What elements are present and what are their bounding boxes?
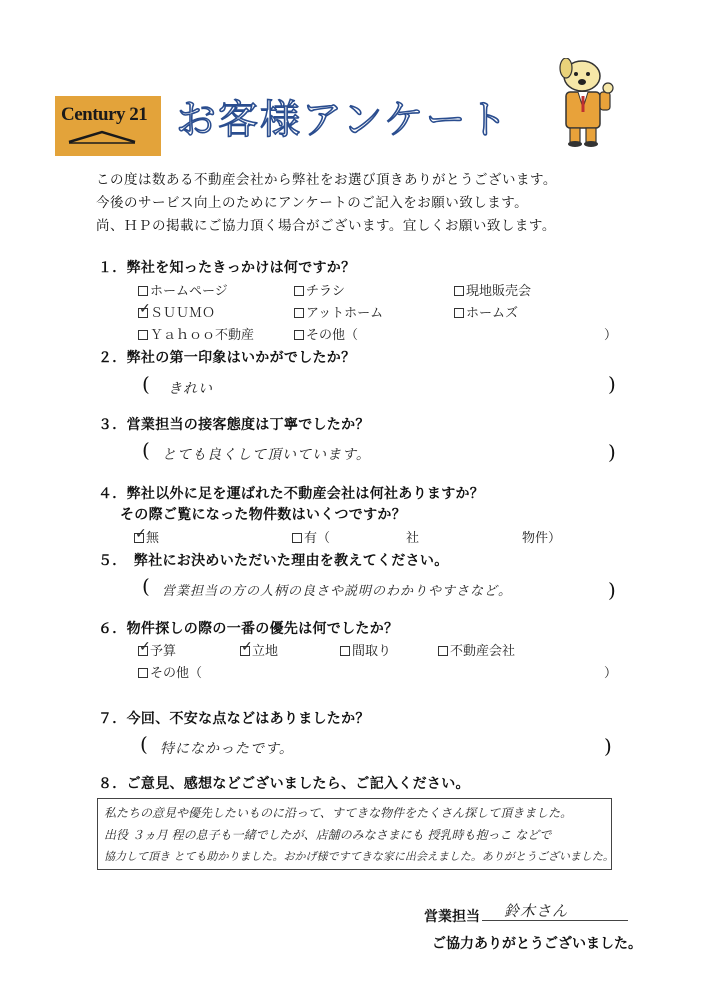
- q2-answer[interactable]: きれい: [168, 381, 213, 397]
- checkbox-icon: [292, 533, 302, 543]
- q7-open-paren: (: [140, 732, 148, 756]
- q1-option-yahoo[interactable]: Ｙａｈｏｏ不動産: [138, 324, 254, 343]
- q6-close-paren: ）: [604, 666, 618, 681]
- checkbox-icon: [294, 308, 304, 318]
- checkbox-icon: [294, 286, 304, 296]
- checkbox-icon: [438, 646, 448, 656]
- comment-line-1: 私たちの意見や優先したいものに沿って、すてきな物件をたくさん探して頂きました。: [104, 806, 573, 820]
- signature-line: [482, 920, 628, 921]
- checkbox-icon: [294, 330, 304, 340]
- q4-option-yes[interactable]: 有（: [292, 527, 330, 546]
- checked-checkbox-icon: [240, 646, 250, 656]
- checkbox-icon: [138, 330, 148, 340]
- q1-close-paren: ）: [604, 328, 618, 343]
- q6-option-location[interactable]: ✓ 立地: [240, 640, 278, 659]
- q1-option-suumo[interactable]: ✓ＳＵＵＭＯ: [138, 302, 215, 321]
- intro-line-1: この度は数ある不動産会社から弊社をお選び頂きありがとうございます。: [96, 172, 557, 188]
- checked-checkbox-icon: [138, 646, 148, 656]
- q5-question: ５． 弊社にお決めいただいた理由を教えてください。: [98, 553, 449, 569]
- checked-checkbox-icon: [138, 308, 148, 318]
- checkbox-icon: [340, 646, 350, 656]
- q4-unit-company: 社: [406, 531, 420, 546]
- q4-unit-property: 物件）: [522, 531, 562, 546]
- q5-close-paren: ): [608, 578, 616, 602]
- checked-checkbox-icon: [134, 533, 144, 543]
- checkbox-icon: [138, 286, 148, 296]
- thanks-message: ご協力ありがとうございました。: [432, 936, 642, 952]
- logo-text: Century 21: [61, 104, 148, 125]
- q1-question: １．弊社を知ったきっかけは何ですか？: [98, 260, 356, 276]
- dog-mascot-icon: [548, 58, 628, 150]
- q1-option-homepage[interactable]: ホームページ: [138, 280, 228, 299]
- q4-option-none[interactable]: ✓無: [134, 527, 159, 546]
- q4-subquestion: その際ご覧になった物件数はいくつですか？: [120, 507, 406, 523]
- page-title: お客様アンケート: [176, 97, 510, 143]
- q5-answer[interactable]: 営業担当の方の人柄の良さや説明のわかりやすさなど。: [162, 584, 513, 599]
- q7-question: ７．今回、不安な点などはありましたか？: [98, 711, 370, 727]
- q1-option-other[interactable]: その他（: [294, 324, 358, 343]
- q3-answer[interactable]: とても良くして頂いています。: [162, 447, 371, 463]
- comment-line-2: 出役 ３ヵ月 程の息子も一緒でしたが、店舗のみなさまにも 授乳時も抱っこ などで: [104, 828, 552, 842]
- comment-line-3: 協力して頂き とても助かりました。おかげ様ですてきな家に出会えました。ありがとうございました。: [104, 850, 614, 863]
- staff-label: 営業担当: [424, 909, 480, 925]
- q1-option-homes[interactable]: ホームズ: [454, 302, 518, 321]
- q1-option-open-house[interactable]: 現地販売会: [454, 280, 531, 299]
- q1-option-flyer[interactable]: チラシ: [294, 280, 345, 299]
- q2-close-paren: ): [608, 372, 616, 396]
- comment-box[interactable]: [97, 798, 612, 870]
- century21-logo: [55, 96, 161, 156]
- q3-open-paren: (: [142, 438, 150, 462]
- q8-question: ８．ご意見、感想などございましたら、ご記入ください。: [98, 776, 470, 792]
- checkbox-icon: [454, 308, 464, 318]
- q5-open-paren: (: [142, 574, 150, 598]
- q4-question: ４．弊社以外に足を運ばれた不動産会社は何社ありますか？: [98, 486, 485, 502]
- q7-close-paren: ): [604, 734, 612, 758]
- q6-option-budget[interactable]: ✓予算: [138, 640, 176, 659]
- intro-line-2: 今後のサービス向上のためにアンケートのご記入をお願い致します。: [96, 195, 529, 211]
- q6-option-layout[interactable]: 間取り: [340, 640, 391, 659]
- house-roof-icon: [67, 130, 137, 144]
- q6-question: ６．物件探しの際の一番の優先は何でしたか？: [98, 621, 399, 637]
- q7-answer[interactable]: 特になかったです。: [160, 741, 294, 757]
- q2-question: ２．弊社の第一印象はいかがでしたか？: [98, 350, 356, 366]
- checkbox-icon: [138, 668, 148, 678]
- checkbox-icon: [454, 286, 464, 296]
- q6-option-other[interactable]: その他（: [138, 662, 202, 681]
- q2-open-paren: (: [142, 372, 150, 396]
- q1-option-athome[interactable]: アットホーム: [294, 302, 383, 321]
- intro-line-3: 尚、ＨＰの掲載にご協力頂く場合がございます。宜しくお願い致します。: [96, 218, 556, 234]
- q6-option-agency[interactable]: 不動産会社: [438, 640, 515, 659]
- q3-close-paren: ): [608, 440, 616, 464]
- q3-question: ３．営業担当の接客態度は丁寧でしたか？: [98, 417, 370, 433]
- staff-name[interactable]: 鈴木さん: [504, 902, 569, 920]
